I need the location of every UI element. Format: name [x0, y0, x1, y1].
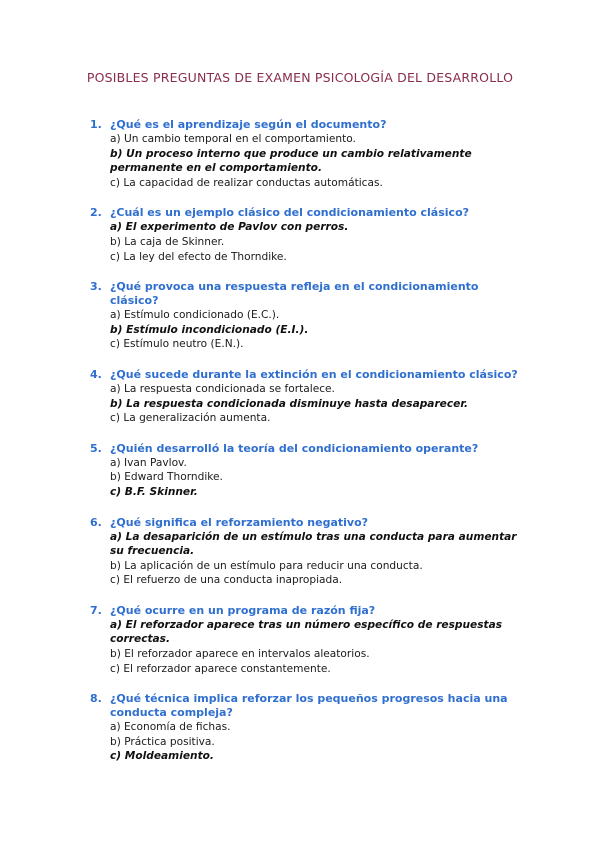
option-c: c) La capacidad de realizar conductas automáticas.	[110, 176, 383, 189]
option-c: c) Estímulo neutro (E.N.).	[110, 338, 244, 351]
option-a: a) Ivan Pavlov.	[110, 456, 187, 469]
question-item	[90, 516, 530, 588]
option-b: b) La aplicación de un estímulo para reducir una conducta.	[110, 559, 423, 572]
question-item	[90, 206, 530, 264]
option-a-correct: a) El experimento de Pavlov con perros.	[110, 221, 349, 234]
option-a-correct: a) El reforzador aparece tras un número específico de respuestas correctas.	[110, 618, 503, 646]
question-text: ¿Quién desarrolló la teoría del condicionamiento operante?	[110, 441, 479, 455]
question-item	[90, 442, 530, 500]
option-a: a) Un cambio temporal en el comportamiento.	[110, 133, 356, 145]
option-c: c) El refuerzo de una conducta inapropiada.	[110, 574, 343, 587]
question-number: 6.	[90, 515, 102, 529]
option-c-correct: c) Moldeamiento.	[110, 750, 214, 763]
question-text: ¿Qué provoca una respuesta refleja en el condicionamiento clásico?	[110, 280, 479, 308]
question-text: ¿Qué sucede durante la extinción en el condicionamiento clásico?	[110, 367, 518, 381]
option-b-correct: b) Un proceso interno que produce un cambio relativamente permanente en el comportamiento.	[110, 147, 472, 175]
question-list	[90, 118, 530, 780]
option-b-correct: b) La respuesta condicionada disminuye hasta desaparecer.	[110, 397, 469, 410]
question-text: ¿Qué significa el reforzamiento negativo?	[110, 515, 369, 529]
option-c: c) La generalización aumenta.	[110, 412, 271, 425]
question-number: 3.	[90, 280, 102, 294]
option-c: c) La ley del efecto de Thorndike.	[110, 250, 287, 263]
option-a: a) Estímulo condicionado (E.C.).	[110, 309, 280, 322]
question-number: 5.	[90, 441, 102, 455]
option-a: a) Economía de fichas.	[110, 721, 231, 734]
option-b: b) Edward Thorndike.	[110, 471, 223, 484]
option-b: b) La caja de Skinner.	[110, 235, 225, 248]
question-text: ¿Qué técnica implica reforzar los pequeños progresos hacia una conducta compleja?	[110, 692, 508, 720]
option-c-correct: c) B.F. Skinner.	[110, 485, 198, 498]
question-item	[90, 692, 530, 764]
question-number: 4.	[90, 367, 102, 381]
document-title: POSIBLES PREGUNTAS DE EXAMEN PSICOLOGÍA DEL DESARROLLO	[86, 70, 514, 85]
option-b: b) Práctica positiva.	[110, 735, 215, 748]
question-item	[90, 118, 530, 190]
question-number: 8.	[90, 692, 102, 706]
option-c: c) El reforzador aparece constantemente.	[110, 662, 331, 675]
option-b: b) El reforzador aparece en intervalos aleatorios.	[110, 648, 370, 661]
question-text: ¿Cuál es un ejemplo clásico del condicionamiento clásico?	[110, 206, 470, 220]
option-a-correct: a) La desaparición de un estímulo tras una conducta para aumentar su frecuencia.	[110, 530, 517, 558]
question-text: ¿Qué ocurre en un programa de razón fija?	[110, 603, 376, 617]
question-item	[90, 368, 530, 426]
question-number: 1.	[90, 118, 102, 131]
question-text: ¿Qué es el aprendizaje según el documento?	[110, 118, 387, 131]
option-a: a) La respuesta condicionada se fortalece.	[110, 382, 335, 395]
option-b-correct: b) Estímulo incondicionado (E.I.).	[110, 323, 309, 336]
question-number: 7.	[90, 603, 102, 617]
question-item	[90, 280, 530, 352]
question-item	[90, 604, 530, 676]
question-number: 2.	[90, 206, 102, 220]
